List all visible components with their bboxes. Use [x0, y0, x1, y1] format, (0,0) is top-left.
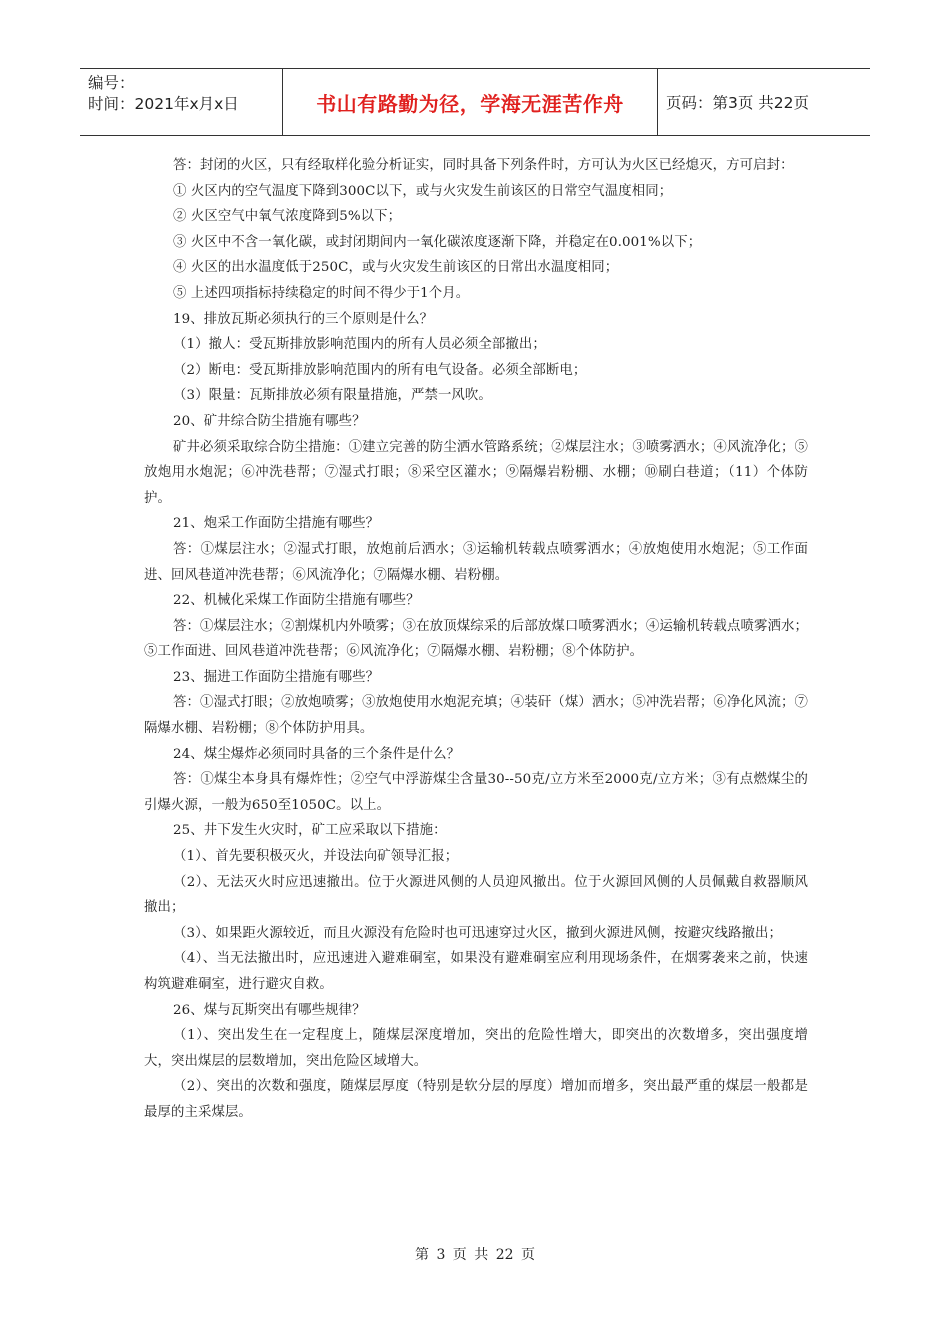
body-paragraph: 25、井下发生火灾时，矿工应采取以下措施： — [173, 823, 447, 839]
header-meta — [80, 69, 283, 135]
body-paragraph: 答：①煤尘本身具有爆炸性；②空气中浮游煤尘含量30--50克/立方米至2000克/立方米；③有点燃煤尘的引爆火源，一般为650至1050C。以上。 — [144, 772, 808, 813]
document-time-label: 时间：2021年x月x日 — [88, 95, 239, 113]
body-paragraph: 答：①煤层注水；②割煤机内外喷雾；③在放顶煤综采的后部放煤口喷雾洒水；④运输机转载点喷雾洒水；⑤工作面进、回风巷道冲洗巷帮；⑥风流净化；⑦隔爆水棚、岩粉棚；⑧个体防护。 — [144, 618, 808, 660]
body-paragraph: 24、煤尘爆炸必须同时具备的三个条件是什么？ — [173, 746, 461, 762]
document-number-label: 编号： — [88, 74, 135, 92]
header-motto-cell — [283, 69, 658, 135]
body-paragraph: 22、机械化采煤工作面防尘措施有哪些？ — [173, 593, 420, 609]
document-header — [80, 68, 870, 136]
body-paragraph: （2）断电：受瓦斯排放影响范围内的所有电气设备。必须全部断电； — [173, 362, 587, 378]
header-page-info: 页码：第3页 共22页 — [666, 94, 810, 112]
body-paragraph: ④ 火区的出水温度低于250C，或与火灾发生前该区的日常出水温度相同； — [173, 260, 619, 276]
body-paragraph: 21、炮采工作面防尘措施有哪些？ — [173, 516, 380, 532]
page-footer: 第 3 页 共 22 页 — [415, 1247, 535, 1263]
body-paragraph: （1）、突出发生在一定程度上，随煤层深度增加，突出的危险性增大，即突出的次数增多，突出强度增大，突出煤层的层数增加，突出危险区域增大。 — [144, 1028, 808, 1069]
body-paragraph: 答：①湿式打眼；②放炮喷雾；③放炮使用水炮泥充填；④装矸（煤）洒水；⑤冲洗岩帮；⑥净化风流；⑦隔爆水棚、岩粉棚；⑧个体防护用具。 — [144, 695, 808, 737]
body-paragraph: ② 火区空气中氧气浓度降到5%以下； — [173, 209, 402, 225]
header-motto: 书山有路勤为径，学海无涯苦作舟 — [316, 91, 624, 116]
body-paragraph: ③ 火区中不含一氧化碳，或封闭期间内一氧化碳浓度逐渐下降，并稳定在0.001%以下； — [173, 234, 702, 250]
body-paragraph: 矿井必须采取综合防尘措施：①建立完善的防尘洒水管路系统；②煤层注水；③喷雾洒水；④风流净化；⑤放炮用水炮泥；⑥冲洗巷帮；⑦湿式打眼；⑧采空区灌水；⑨隔爆岩粉棚、水棚；⑩刷白巷道；（11）个体防护。 — [144, 439, 808, 506]
body-paragraph: （1）撤人：受瓦斯排放影响范围内的所有人员必须全部撤出； — [173, 337, 546, 353]
body-paragraph: （4）、当无法撤出时，应迅速进入避难硐室，如果没有避难硐室应利用现场条件，在烟雾袭来之前，快速构筑避难硐室，进行避灾自救。 — [144, 951, 808, 992]
body-paragraph: ⑤ 上述四项指标持续稳定的时间不得少于1个月。 — [173, 285, 470, 301]
document-body — [144, 153, 808, 1126]
body-paragraph: 答：①煤层注水；②湿式打眼，放炮前后洒水；③运输机转载点喷雾洒水；④放炮使用水炮泥；⑤工作面进、回风巷道冲洗巷帮；⑥风流净化；⑦隔爆水棚、岩粉棚。 — [144, 541, 808, 583]
body-paragraph: （2）、无法灭火时应迅速撤出。位于火源进风侧的人员迎风撤出。位于火源回风侧的人员佩戴自救器顺风撤出； — [144, 874, 808, 916]
body-paragraph: ① 火区内的空气温度下降到300C以下，或与火灾发生前该区的日常空气温度相同； — [173, 183, 673, 199]
body-paragraph: 26、煤与瓦斯突出有哪些规律？ — [173, 1002, 366, 1018]
body-paragraph: （3）限量：瓦斯排放必须有限量措施，严禁一风吹。 — [173, 388, 492, 404]
body-paragraph: （1）、首先要积极灭火，并设法向矿领导汇报； — [173, 849, 459, 865]
body-paragraph: 19、排放瓦斯必须执行的三个原则是什么？ — [173, 311, 434, 327]
body-paragraph: 20、矿井综合防尘措施有哪些？ — [173, 413, 366, 429]
body-paragraph: （3）、如果距火源较近，而且火源没有危险时也可迅速穿过火区，撤到火源进风侧，按避灾线路撤出； — [173, 925, 782, 941]
body-paragraph: 23、掘进工作面防尘措施有哪些？ — [173, 669, 380, 685]
body-paragraph: 答：封闭的火区，只有经取样化验分析证实，同时具备下列条件时，方可认为火区已经熄灭，方可启封： — [173, 158, 794, 173]
body-paragraph: （2）、突出的次数和强度，随煤层厚度（特别是软分层的厚度）增加而增多，突出最严重的煤层一般都是最厚的主采煤层。 — [144, 1079, 808, 1120]
